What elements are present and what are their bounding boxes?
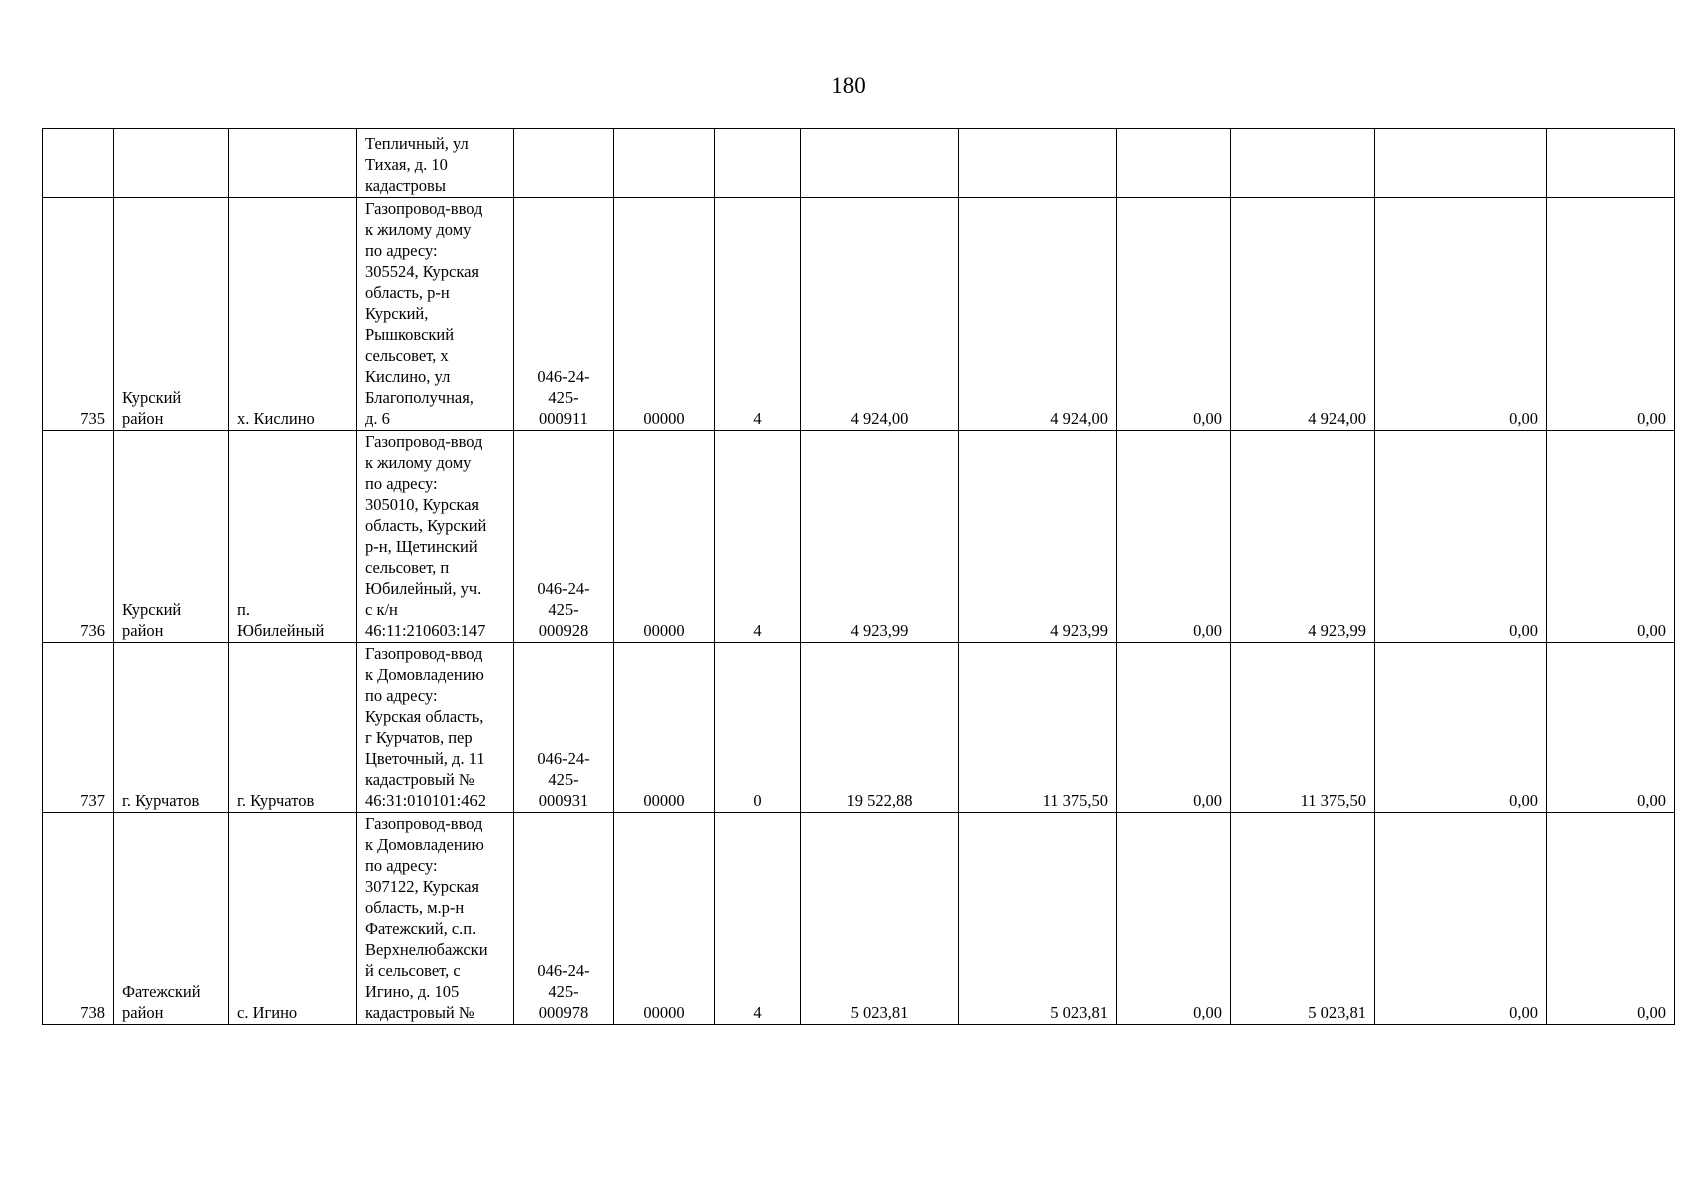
row-number: 738 [80,1003,105,1022]
locality-cell [229,813,357,1025]
locality-line: г. Курчатов [237,791,315,810]
qty-cell [715,431,801,643]
table-row [43,813,1675,1025]
district-line: район [122,1003,164,1022]
district-line: район [122,621,164,640]
locality-line: с. Игино [237,1003,298,1022]
value-cell-6 [1547,198,1675,431]
value-cell-4 [1231,129,1375,198]
inventory-code-line: 000928 [538,621,589,640]
value-2: 4 924,00 [1050,409,1108,428]
value-2: 5 023,81 [1050,1003,1108,1022]
table-row [43,431,1675,643]
description-line: 46:11:210603:147 [365,621,486,640]
quantity: 4 [753,1003,762,1022]
description-line: Курский, [365,304,429,323]
value-3: 0,00 [1193,791,1222,810]
description-line: сельсовет, п [365,558,450,577]
value-cell-6 [1547,643,1675,813]
value-cell-4 [1231,198,1375,431]
value-1: 4 923,99 [850,621,909,640]
locality-line: х. Кислино [237,409,315,428]
value-cell-3 [1117,198,1231,431]
table-row [43,643,1675,813]
code-cell [514,129,614,198]
qty-cell [715,643,801,813]
district-line: Фатежский [122,982,201,1001]
inventory-code-line: 425- [548,600,579,619]
description-line: по адресу: [365,474,438,493]
description-line: Игино, д. 105 [365,982,460,1001]
value-6: 0,00 [1637,409,1666,428]
quantity: 0 [753,791,762,810]
asset-register-table [42,128,1675,1025]
district-cell [114,198,229,431]
description-line: область, м.р-н [365,898,465,917]
value-4: 4 924,00 [1308,409,1366,428]
description-line: д. 6 [365,409,390,428]
description-line: область, Курский [365,516,487,535]
row-number-cell [43,813,114,1025]
description-cell [357,643,514,813]
row-number: 735 [80,409,105,428]
value-4: 4 923,99 [1308,621,1366,640]
inventory-code-line: 425- [548,388,579,407]
description-line: Фатежский, с.п. [365,919,477,938]
value-cell-2 [959,643,1117,813]
value-4: 5 023,81 [1308,1003,1366,1022]
value-5: 0,00 [1509,791,1538,810]
locality-cell [229,198,357,431]
zero-code-cell [614,813,715,1025]
description-line: сельсовет, х [365,346,449,365]
value-5: 0,00 [1509,1003,1538,1022]
description-line: Юбилейный, уч. [365,579,482,598]
description-line: по адресу: [365,856,438,875]
value-3: 0,00 [1193,621,1222,640]
description-line: к Домовладению [365,835,484,854]
inventory-code-cell [514,813,614,1025]
value-cell-1 [801,129,959,198]
continuation-row [43,129,1675,198]
quantity: 4 [753,409,762,428]
zero-code-cell [614,431,715,643]
value-cell-5 [1375,643,1547,813]
value-cell-3 [1117,431,1231,643]
description-line: 305524, Курская [365,262,480,281]
inventory-code-cell [514,643,614,813]
description-line: кадастровый № [365,1003,475,1022]
table-body [43,129,1675,1025]
district-line: Курский [122,600,182,619]
value-cell-6 [1547,813,1675,1025]
description-line: й сельсовет, с [365,961,461,980]
value-cell-4 [1231,813,1375,1025]
description-line: Кислино, ул [365,367,451,386]
num-cell [43,129,114,198]
value-cell-3 [1117,129,1231,198]
value-cell-5 [1375,198,1547,431]
description-line: к жилому дому [365,220,472,239]
value-5: 0,00 [1509,409,1538,428]
value-cell-3 [1117,643,1231,813]
inventory-code-cell [514,198,614,431]
table-row [43,198,1675,431]
inventory-code-line: 000931 [538,791,589,810]
value-5: 0,00 [1509,621,1538,640]
value-cell-1 [801,813,959,1025]
inventory-code-line: 046-24- [537,579,590,598]
zero-code: 00000 [643,621,685,640]
value-cell-3 [1117,813,1231,1025]
description-line: кадастровы [365,176,446,195]
value-cell-2 [959,431,1117,643]
value-6: 0,00 [1637,1003,1666,1022]
description-line: область, р-н [365,283,450,302]
district-cell [114,431,229,643]
zero-code-cell [614,643,715,813]
value-cell-1 [801,643,959,813]
inventory-code-line: 046-24- [537,749,590,768]
value-cell-1 [801,431,959,643]
description-line: Газопровод-ввод [365,644,483,663]
page-number: 180 [831,73,866,98]
description-line: г Курчатов, пер [365,728,473,747]
description-line: 305010, Курская [365,495,480,514]
description-line: р-н, Щетинский [365,537,478,556]
value-cell-1 [801,198,959,431]
inventory-code-line: 000911 [539,409,588,428]
value-1: 19 522,88 [846,791,913,810]
value-3: 0,00 [1193,409,1222,428]
qty-cell [715,129,801,198]
value-cell-2 [959,198,1117,431]
value-cell-2 [959,813,1117,1025]
inventory-code-line: 046-24- [537,961,590,980]
zero-code: 00000 [643,409,685,428]
value-6: 0,00 [1637,621,1666,640]
district-line: Курский [122,388,182,407]
district-cell [114,643,229,813]
value-cell-5 [1375,813,1547,1025]
value-cell-5 [1375,431,1547,643]
value-1: 5 023,81 [850,1003,909,1022]
district-line: район [122,409,164,428]
row-number-cell [43,431,114,643]
description-line: к жилому дому [365,453,472,472]
description-line: Цветочный, д. 11 [365,749,485,768]
inventory-code-line: 425- [548,770,579,789]
value-cell-6 [1547,129,1675,198]
value-2: 4 923,99 [1050,621,1108,640]
description-cell [357,129,514,198]
inventory-code-line: 000978 [538,1003,589,1022]
description-line: по адресу: [365,241,438,260]
locality-cell [229,431,357,643]
locality-line: Юбилейный [237,621,325,640]
inventory-code-cell [514,431,614,643]
locality-cell [229,129,357,198]
value-2: 11 375,50 [1042,791,1108,810]
row-number-cell [43,198,114,431]
description-line: Рышковский [365,325,455,344]
value-4: 11 375,50 [1300,791,1366,810]
description-line: Тихая, д. 10 [365,155,448,174]
locality-cell [229,643,357,813]
row-number: 737 [80,791,105,810]
description-cell [357,198,514,431]
value-cell-2 [959,129,1117,198]
description-line: кадастровый № [365,770,475,789]
description-line: 307122, Курская [365,877,480,896]
description-line: Газопровод-ввод [365,814,483,833]
qty-cell [715,813,801,1025]
description-line: Газопровод-ввод [365,432,483,451]
value-6: 0,00 [1637,791,1666,810]
inventory-code-line: 425- [548,982,579,1001]
zero-code: 00000 [643,791,685,810]
description-cell [357,813,514,1025]
description-cell [357,431,514,643]
description-line: 46:31:010101:462 [365,791,487,810]
district-cell [114,813,229,1025]
value-1: 4 924,00 [850,409,909,428]
quantity: 4 [753,621,762,640]
value-cell-6 [1547,431,1675,643]
value-3: 0,00 [1193,1003,1222,1022]
row-number-cell [43,643,114,813]
description-line: с к/н [365,600,398,619]
zero-code: 00000 [643,1003,685,1022]
qty-cell [715,198,801,431]
value-cell-4 [1231,431,1375,643]
value-cell-4 [1231,643,1375,813]
description-line: к Домовладению [365,665,484,684]
description-line: Верхнелюбажски [365,940,488,959]
row-number: 736 [80,621,105,640]
district-cell [114,129,229,198]
value-cell-5 [1375,129,1547,198]
description-line: Тепличный, ул [365,134,469,153]
zero-code-cell [614,198,715,431]
locality-line: п. [237,600,250,619]
description-line: Курская область, [365,707,484,726]
inventory-code-line: 046-24- [537,367,590,386]
zero-code-cell [614,129,715,198]
description-line: Газопровод-ввод [365,199,483,218]
description-line: Благополучная, [365,388,474,407]
description-line: по адресу: [365,686,438,705]
district-line: г. Курчатов [122,791,200,810]
